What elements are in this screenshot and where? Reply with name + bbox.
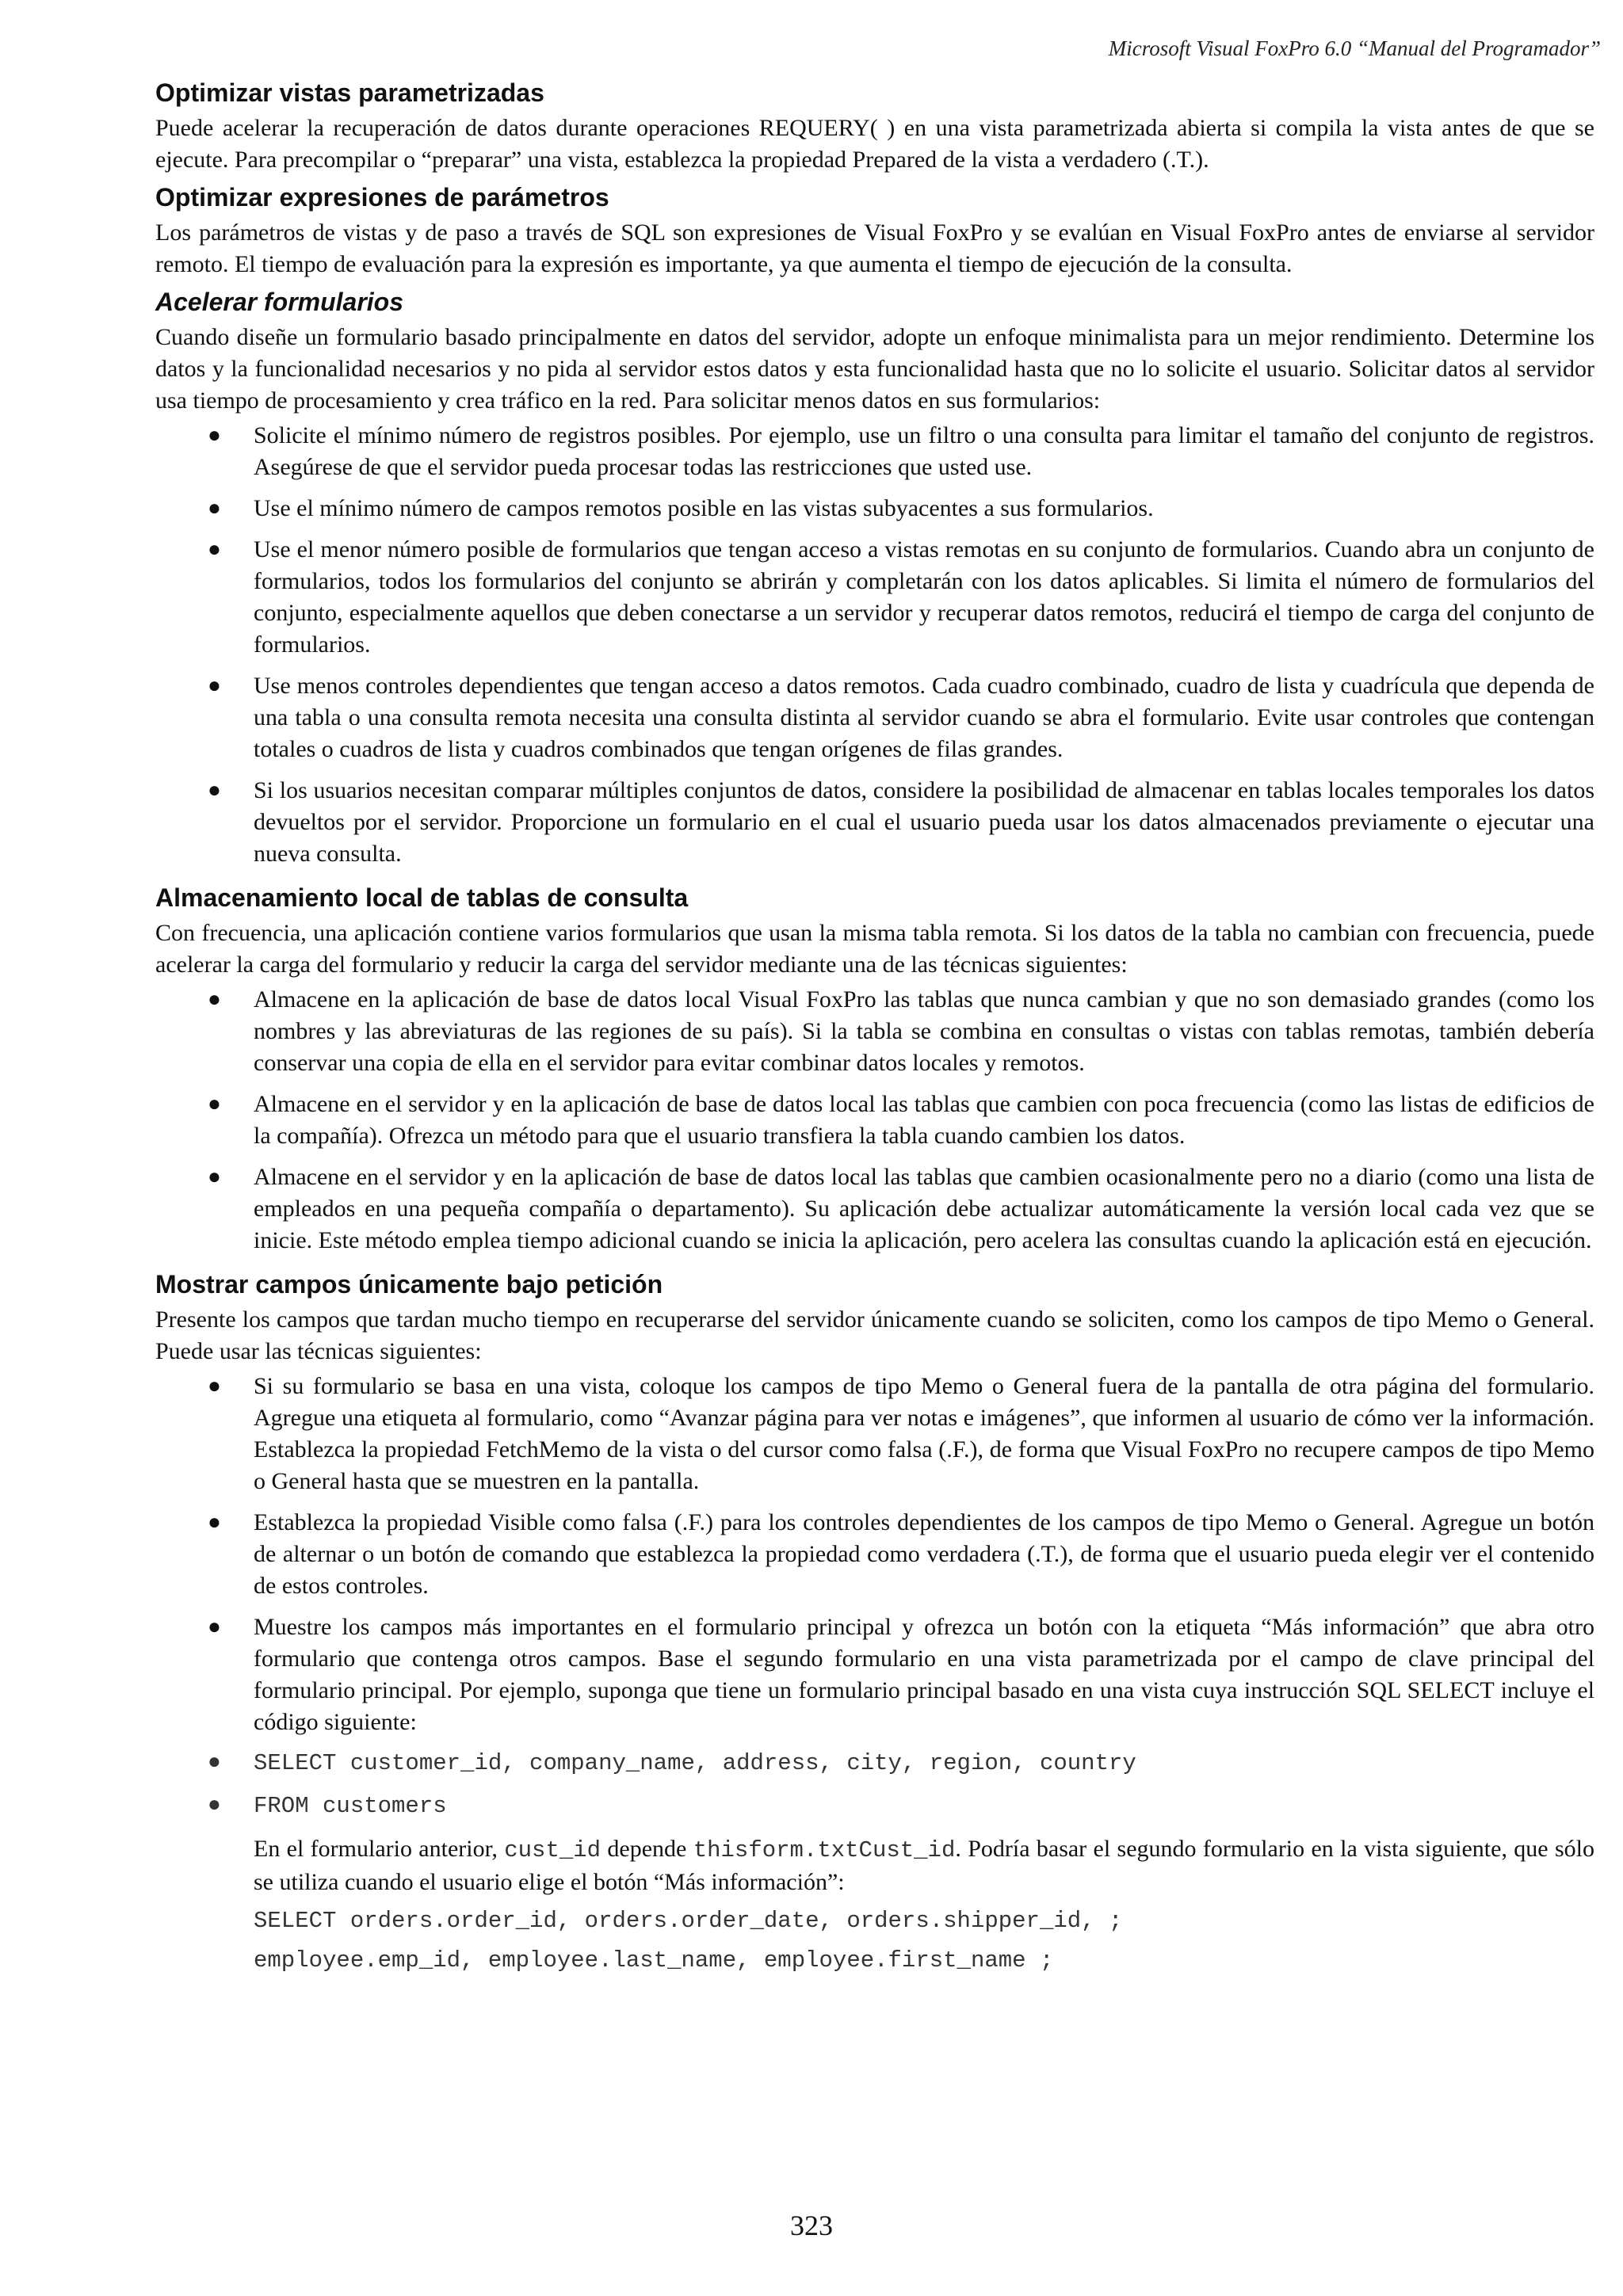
code-text: SELECT customer_id, company_name, address, city, region, country	[254, 1750, 1136, 1776]
heading-mostrar-campos: Mostrar campos únicamente bajo petición	[155, 1270, 663, 1299]
code-list-item	[155, 1748, 1594, 1779]
bullet-list	[155, 1371, 1594, 1822]
list-item-text: Si los usuarios necesitan comparar múltiples conjuntos de datos, considere la posibilidad de almacenar en tablas locales temporales los datos devueltos por el servidor. Proporcione un formulario en el cual el usuario pueda usar los datos almacenados previamente o ejecutar una nueva consulta.	[254, 777, 1594, 867]
bullet-icon: ●	[208, 987, 221, 1012]
code-text: FROM customers	[254, 1793, 447, 1819]
list-item-text: Almacene en el servidor y en la aplicación de base de datos local las tablas que cambien con poca frecuencia (como las listas de edificios de la compañía). Ofrezca un método para que el usuario transfiera la tabla cuando cambien los datos.	[254, 1091, 1594, 1149]
bullet-icon: ●	[208, 1165, 221, 1189]
list-item	[155, 1371, 1594, 1497]
bullet-icon: ●	[208, 496, 221, 521]
list-item	[155, 534, 1594, 661]
list-item-text: Si su formulario se basa en una vista, coloque los campos de tipo Memo o General fuera de la pantalla de otra página del formulario. Agregue una etiqueta al formulario, como “Avanzar página para ver notas e imágenes”, que informen al usuario de cómo ver la información. Establezca la propiedad FetchMemo de la vista o del cursor como falsa (.F.), de forma que Visual FoxPro no recupere campos de tipo Memo o General hasta que se muestren en la pantalla.	[254, 1373, 1594, 1494]
inline-code: cust_id	[504, 1837, 601, 1863]
heading-optimizar-vistas: Optimizar vistas parametrizadas	[155, 78, 544, 107]
list-item	[155, 420, 1594, 483]
bullet-icon: ●	[208, 1510, 221, 1535]
list-item	[155, 1161, 1594, 1257]
bullet-icon: ●	[208, 778, 221, 803]
code-line: SELECT orders.order_id, orders.order_date, orders.shipper_id, ;	[254, 1908, 1123, 1934]
page-number: 323	[790, 2210, 833, 2241]
paragraph: Cuando diseñe un formulario basado principalmente en datos del servidor, adopte un enfoque minimalista para un mejor rendimiento. Determine los datos y la funcionalidad necesarios y no pida al servidor estos datos y esta funcionalidad hasta que no lo solicite el usuario. Solicitar datos al servidor usa tiempo de procesamiento y crea tráfico en la red. Para solicitar menos datos en sus formularios:	[155, 324, 1594, 414]
bullet-icon: ●	[208, 537, 221, 562]
heading-almacenamiento-local: Almacenamiento local de tablas de consulta	[155, 883, 689, 912]
inline-code: thisform.txtCust_id	[693, 1837, 956, 1863]
bullet-icon: ●	[208, 1374, 221, 1398]
list-item	[155, 670, 1594, 765]
heading-optimizar-expresiones: Optimizar expresiones de parámetros	[155, 183, 609, 212]
paragraph: Presente los campos que tardan mucho tiempo en recuperarse del servidor únicamente cuando se soliciten, como los campos de tipo Memo o General. Puede usar las técnicas siguientes:	[155, 1306, 1594, 1364]
list-item	[155, 1611, 1594, 1738]
page-content	[155, 74, 1594, 1981]
follow-text: . Podría basar el segundo formulario en la vista siguiente, que sólo se utiliza cuando el usuario elige el botón “Más información”:	[254, 1836, 1594, 1895]
list-item	[155, 1507, 1594, 1602]
list-item	[155, 493, 1594, 524]
paragraph: Los parámetros de vistas y de paso a través de SQL son expresiones de Visual FoxPro y se evalúan en Visual FoxPro antes de enviarse al servidor remoto. El tiempo de evaluación para la expresión es importante, ya que aumenta el tiempo de ejecución de la consulta.	[155, 219, 1594, 277]
paragraph: Con frecuencia, una aplicación contiene varios formularios que usan la misma tabla remota. Si los datos de la tabla no cambian con frecuencia, puede acelerar la carga del formulario y reducir la carga del servidor mediante una de las técnicas siguientes:	[155, 920, 1594, 978]
heading-acelerar-formularios: Acelerar formularios	[155, 288, 404, 316]
bullet-icon: ●	[208, 1794, 221, 1818]
bullet-icon: ●	[208, 1615, 221, 1639]
list-item-text: Almacene en el servidor y en la aplicación de base de datos local las tablas que cambien ocasionalmente pero no a diario (como una lista de empleados en una pequeña compañía o departamento). Su aplicación debe actualizar automáticamente la versión local cada vez que se inicie. Este método emplea tiempo adicional cuando se inicia la aplicación, pero acelera las consultas cuando la aplicación está en ejecución.	[254, 1164, 1594, 1253]
code-line: employee.emp_id, employee.last_name, employee.first_name ;	[254, 1947, 1054, 1974]
list-item-text: Use menos controles dependientes que tengan acceso a datos remotos. Cada cuadro combinado, cuadro de lista y cuadrícula que dependa de una tabla o una consulta remota necesita una consulta distinta al servidor cuando se abra el formulario. Evite usar controles que contengan totales o cuadros de lista y cuadros combinados que tengan orígenes de filas grandes.	[254, 673, 1594, 762]
paragraph: Puede acelerar la recuperación de datos durante operaciones REQUERY( ) en una vista parametrizada abierta si compila la vista antes de que se ejecute. Para precompilar o “preparar” una vista, establezca la propiedad Prepared de la vista a verdadero (.T.).	[155, 115, 1594, 173]
code-list-item	[155, 1791, 1594, 1822]
bullet-list	[155, 420, 1594, 870]
list-item-text: Almacene en la aplicación de base de datos local Visual FoxPro las tablas que nunca cambian y que no son demasiado grandes (como los nombres y las abreviaturas de las regiones de su país). Si la tabla se combina en consultas o vistas con tablas remotas, también debería conservar una copia de ella en el servidor para evitar combinar datos locales y remotos.	[254, 986, 1594, 1076]
running-header: Microsoft Visual FoxPro 6.0 “Manual del Programador”	[1108, 36, 1601, 60]
bullet-list	[155, 984, 1594, 1257]
follow-text: En el formulario anterior,	[254, 1836, 505, 1862]
follow-paragraph	[155, 1833, 1594, 1898]
list-item	[155, 775, 1594, 870]
list-item	[155, 984, 1594, 1079]
list-item	[155, 1089, 1594, 1152]
bullet-icon: ●	[208, 673, 221, 698]
bullet-icon: ●	[208, 423, 221, 448]
bullet-icon: ●	[208, 1092, 221, 1116]
list-item-text: Establezca la propiedad Visible como falsa (.F.) para los controles dependientes de los campos de tipo Memo o General. Agregue un botón de alternar o un botón de comando que establezca la propiedad como verdadera (.T.), de forma que el usuario pueda elegir ver el contenido de estos controles.	[254, 1509, 1594, 1599]
bullet-icon: ●	[208, 1751, 221, 1775]
follow-text: depende	[601, 1836, 693, 1862]
list-item-text: Use el mínimo número de campos remotos posible en las vistas subyacentes a sus formularios.	[254, 495, 1154, 521]
list-item-text: Muestre los campos más importantes en el formulario principal y ofrezca un botón con la etiqueta “Más información” que abra otro formulario que contenga otros campos. Base el segundo formulario en una vista parametrizada por el campo de clave principal del formulario principal. Por ejemplo, suponga que tiene un formulario principal basado en una vista cuya instrucción SQL SELECT incluye el código siguiente:	[254, 1614, 1594, 1735]
list-item-text: Use el menor número posible de formularios que tengan acceso a vistas remotas en su conjunto de formularios. Cuando abra un conjunto de formularios, todos los formularios del conjunto se abrirán y completarán con los datos aplicables. Si limita el número de formularios del conjunto, especialmente aquellos que deben conectarse a un servidor y recuperar datos remotos, reducirá el tiempo de carga del conjunto de formularios.	[254, 536, 1594, 658]
list-item-text: Solicite el mínimo número de registros posibles. Por ejemplo, use un filtro o una consulta para limitar el tamaño del conjunto de registros. Asegúrese de que el servidor pueda procesar todas las restricciones que usted use.	[254, 422, 1594, 480]
